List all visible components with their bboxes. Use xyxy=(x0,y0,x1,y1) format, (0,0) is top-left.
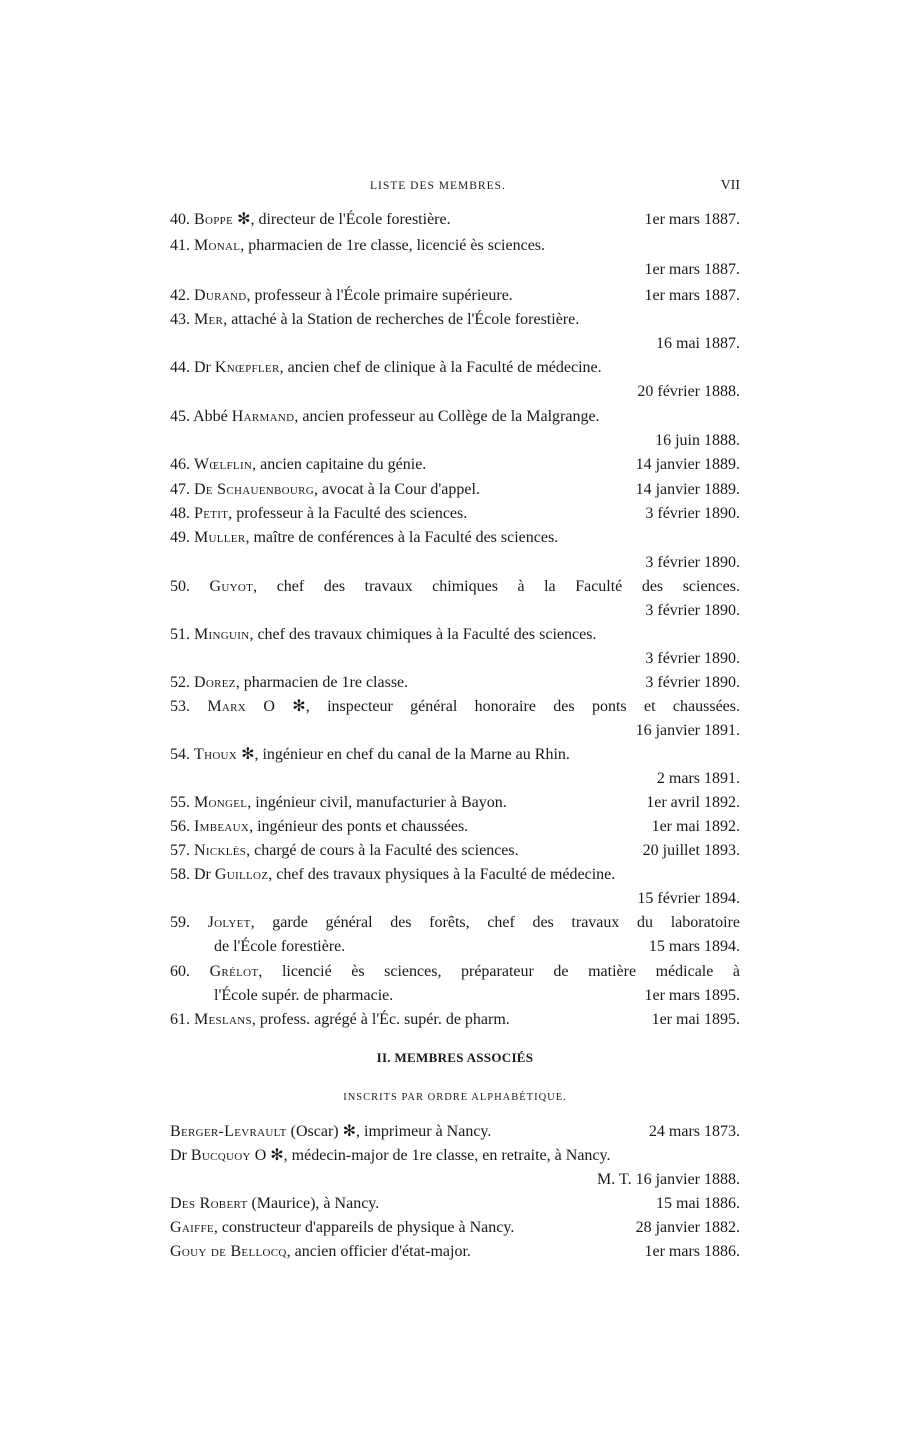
list-item xyxy=(170,1144,740,1167)
member-name: Des Robert xyxy=(170,1195,248,1212)
list-item-continuation xyxy=(214,984,740,1007)
admission-date: 2 mars 1891. xyxy=(656,770,740,787)
admission-date: 1er mars 1887. xyxy=(644,261,740,278)
list-item-date-line xyxy=(170,332,740,355)
list-item xyxy=(170,960,740,983)
member-description-continued: de l'École forestière. xyxy=(214,938,346,955)
member-description: , profess. agrégé à l'Éc. supér. de pharm. xyxy=(251,1011,510,1028)
member-description: , licencié ès sciences, préparateur de matière médicale à xyxy=(258,963,741,980)
entry-number: 58. xyxy=(170,866,190,883)
member-description: , chef des travaux physiques à la Faculté de médecine. xyxy=(268,866,616,883)
entry-number: 57. xyxy=(170,842,190,859)
list-item xyxy=(170,478,740,501)
admission-date: 3 février 1890. xyxy=(645,505,740,522)
admission-date: 14 janvier 1889. xyxy=(635,481,740,498)
member-description: , maître de conférences à la Faculté des sciences. xyxy=(245,529,559,546)
admission-date: 3 février 1890. xyxy=(645,602,740,619)
member-description: , ancien chef de clinique à la Faculté de médecine. xyxy=(279,359,602,376)
list-item-date-line xyxy=(170,380,740,403)
list-item xyxy=(170,623,740,646)
member-title: Dr xyxy=(194,866,215,883)
list-item xyxy=(170,1216,740,1239)
member-name: Gouy de Bellocq xyxy=(170,1243,287,1260)
member-name: De Schauenbourg xyxy=(194,481,315,498)
entry-number: 40. xyxy=(170,211,190,228)
entry-number: 53. xyxy=(170,698,190,715)
entry-number: 56. xyxy=(170,818,190,835)
list-item xyxy=(170,208,740,231)
member-title: Abbé xyxy=(193,408,232,425)
member-name: Minguin xyxy=(194,626,250,643)
list-item xyxy=(170,356,740,379)
member-title: Dr xyxy=(170,1147,191,1164)
member-description: (Maurice), à Nancy. xyxy=(247,1195,380,1212)
member-name: Gaiffe xyxy=(170,1219,214,1236)
member-name: Guyot xyxy=(209,578,254,595)
admission-date: 24 mars 1873. xyxy=(648,1123,740,1140)
page-number: VII xyxy=(720,178,740,193)
member-name: Wœlflin xyxy=(194,456,253,473)
member-description: O ✻, inspecteur général honoraire des ponts et chaussées. xyxy=(246,698,741,715)
member-name: Grélot xyxy=(209,963,259,980)
member-name: Nicklès xyxy=(194,842,247,859)
member-description: , ancien professeur au Collège de la Malgrange. xyxy=(294,408,600,425)
list-item xyxy=(170,284,740,307)
member-name: Meslans xyxy=(194,1011,252,1028)
member-name: Monal xyxy=(194,237,241,254)
list-item-continuation xyxy=(214,935,740,958)
list-item-date-line xyxy=(170,719,740,742)
list-item xyxy=(170,526,740,549)
member-description: , chargé de cours à la Faculté des sciences. xyxy=(246,842,519,859)
member-description: , avocat à la Cour d'appel. xyxy=(314,481,480,498)
list-item-date-line xyxy=(170,1168,740,1191)
entry-number: 48. xyxy=(170,505,190,522)
entry-number: 42. xyxy=(170,287,190,304)
admission-date: 20 février 1888. xyxy=(637,383,740,400)
admission-date: 16 mai 1887. xyxy=(656,335,740,352)
member-name: Imbeaux xyxy=(194,818,250,835)
member-name: Mer xyxy=(194,311,224,328)
list-item xyxy=(170,1008,740,1031)
member-name: Berger-Levrault xyxy=(170,1123,287,1140)
list-item-date-line xyxy=(170,429,740,452)
admission-date: 1er mars 1895. xyxy=(644,987,740,1004)
admission-date: M. T. 16 janvier 1888. xyxy=(597,1171,740,1188)
member-name: Marx xyxy=(207,698,247,715)
list-item xyxy=(170,453,740,476)
member-description: , professeur à l'École primaire supérieure. xyxy=(246,287,513,304)
list-item xyxy=(170,575,740,598)
entry-number: 52. xyxy=(170,674,190,691)
list-item-date-line xyxy=(170,551,740,574)
admission-date: 1er mars 1887. xyxy=(644,287,740,304)
list-item xyxy=(170,815,740,838)
entry-number: 54. xyxy=(170,746,190,763)
admission-date: 16 janvier 1891. xyxy=(635,722,740,739)
admission-date: 1er mai 1892. xyxy=(651,818,740,835)
admission-date: 3 février 1890. xyxy=(645,674,740,691)
entry-number: 47. xyxy=(170,481,190,498)
list-item-date-line xyxy=(170,258,740,281)
member-name: Knœpfler xyxy=(214,359,280,376)
list-item xyxy=(170,502,740,525)
member-name: Boppe xyxy=(194,211,234,228)
admission-date: 16 juin 1888. xyxy=(655,432,740,449)
member-description: , pharmacien de 1re classe, licencié ès sciences. xyxy=(240,237,546,254)
entry-number: 43. xyxy=(170,311,190,328)
member-description: , chef des travaux chimiques à la Faculté des sciences. xyxy=(253,578,740,595)
list-item xyxy=(170,791,740,814)
member-name: Mongel xyxy=(194,794,248,811)
section-title: II. MEMBRES ASSOCIÉS xyxy=(376,1050,534,1065)
admission-date: 15 mai 1886. xyxy=(656,1195,740,1212)
admission-date: 14 janvier 1889. xyxy=(635,456,740,473)
member-name: Dorez xyxy=(194,674,236,691)
member-description-continued: l'École supér. de pharmacie. xyxy=(214,987,394,1004)
member-name: Muller xyxy=(194,529,246,546)
running-title: LISTE DES MEMBRES. xyxy=(370,180,506,192)
member-description: , ancien capitaine du génie. xyxy=(252,456,427,473)
member-description: , attaché à la Station de recherches de l'École forestière. xyxy=(223,311,580,328)
admission-date: 1er avril 1892. xyxy=(646,794,740,811)
entry-number: 49. xyxy=(170,529,190,546)
member-name: Jolyet xyxy=(207,914,251,931)
member-title: Dr xyxy=(194,359,215,376)
member-name: Petit xyxy=(194,505,229,522)
list-item xyxy=(170,695,740,718)
entry-number: 61. xyxy=(170,1011,190,1028)
member-description: , professeur à la Faculté des sciences. xyxy=(228,505,468,522)
entry-number: 55. xyxy=(170,794,190,811)
list-item xyxy=(170,911,740,934)
list-item-date-line xyxy=(170,767,740,790)
admission-date: 28 janvier 1882. xyxy=(635,1219,740,1236)
member-description: , garde général des forêts, chef des travaux du laboratoire xyxy=(250,914,741,931)
section-subtitle: INSCRITS PAR ORDRE ALPHABÉTIQUE. xyxy=(343,1092,567,1103)
list-item xyxy=(170,1240,740,1263)
list-item xyxy=(170,743,740,766)
member-description: O ✻, médecin-major de 1re classe, en retraite, à Nancy. xyxy=(250,1147,611,1164)
admission-date: 1er mars 1886. xyxy=(644,1243,740,1260)
entry-number: 46. xyxy=(170,456,190,473)
admission-date: 15 février 1894. xyxy=(637,890,740,907)
list-item xyxy=(170,1120,740,1143)
list-item-date-line xyxy=(170,887,740,910)
entry-number: 45. xyxy=(170,408,190,425)
list-item xyxy=(170,405,740,428)
admission-date: 20 juillet 1893. xyxy=(642,842,740,859)
member-description: , constructeur d'appareils de physique à Nancy. xyxy=(213,1219,515,1236)
entry-number: 60. xyxy=(170,963,190,980)
entry-number: 41. xyxy=(170,237,190,254)
member-name: Guilloz xyxy=(214,866,269,883)
admission-date: 3 février 1890. xyxy=(645,554,740,571)
entry-number: 44. xyxy=(170,359,190,376)
member-description: ✻, directeur de l'École forestière. xyxy=(233,211,451,228)
list-item xyxy=(170,839,740,862)
list-item xyxy=(170,1192,740,1215)
member-description: , ingénieur des ponts et chaussées. xyxy=(249,818,469,835)
member-name: Durand xyxy=(194,287,247,304)
admission-date: 15 mars 1894. xyxy=(648,938,740,955)
member-name: Harmand xyxy=(231,408,295,425)
member-description: , ingénieur civil, manufacturier à Bayon. xyxy=(247,794,507,811)
admission-date: 3 février 1890. xyxy=(645,650,740,667)
member-description: , pharmacien de 1re classe. xyxy=(235,674,409,691)
entry-number: 51. xyxy=(170,626,190,643)
entry-number: 59. xyxy=(170,914,190,931)
member-description: , ancien officier d'état-major. xyxy=(286,1243,471,1260)
member-description: , chef des travaux chimiques à la Faculté des sciences. xyxy=(249,626,597,643)
entry-number: 50. xyxy=(170,578,190,595)
admission-date: 1er mars 1887. xyxy=(644,211,740,228)
list-item xyxy=(170,863,740,886)
member-description: (Oscar) ✻, imprimeur à Nancy. xyxy=(286,1123,492,1140)
admission-date: 1er mai 1895. xyxy=(651,1011,740,1028)
member-name: Bucquoy xyxy=(190,1147,251,1164)
list-item-date-line xyxy=(170,599,740,622)
list-item xyxy=(170,234,740,257)
list-item xyxy=(170,671,740,694)
member-name: Thoux xyxy=(194,746,238,763)
member-description: ✻, ingénieur en chef du canal de la Marne au Rhin. xyxy=(237,746,570,763)
list-item-date-line xyxy=(170,647,740,670)
list-item xyxy=(170,308,740,331)
